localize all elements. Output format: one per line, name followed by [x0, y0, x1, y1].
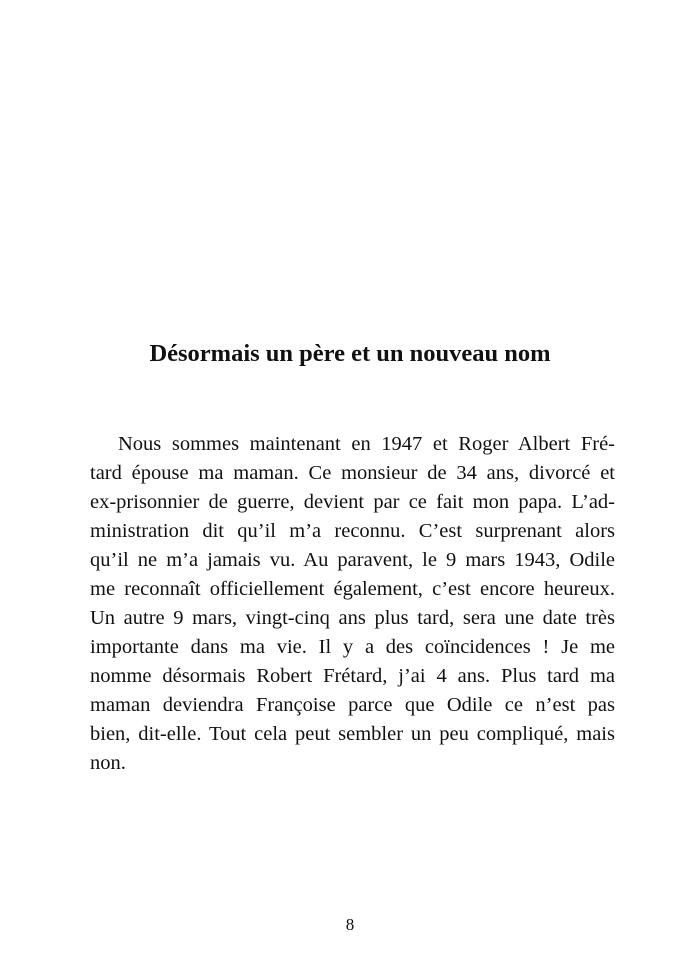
paragraph-line: ex-prisonnier de guerre, devient par ce fait mon papa. L’ad- — [90, 491, 615, 513]
paragraph-line: qu’il ne m’a jamais vu. Au paravent, le 9 mars 1943, Odile — [90, 549, 615, 571]
paragraph-line: Un autre 9 mars, vingt-cinq ans plus tard, sera une date très — [90, 607, 615, 629]
chapter-title: Désormais un père et un nouveau nom — [149, 340, 551, 367]
paragraph-line: maman deviendra Françoise parce que Odile ce n’est pas — [90, 694, 615, 716]
paragraph-line: bien, dit-elle. Tout cela peut sembler un peu compliqué, mais — [90, 723, 615, 745]
paragraph-line: nomme désormais Robert Frétard, j’ai 4 ans. Plus tard ma — [90, 665, 615, 687]
paragraph-line: Nous sommes maintenant en 1947 et Roger Albert Fré- — [118, 433, 615, 455]
page-number: 8 — [345, 915, 355, 934]
paragraph-line: ministration dit qu’il m’a reconnu. C’est surprenant alors — [90, 520, 615, 542]
paragraph-line: non. — [90, 752, 126, 774]
paragraph-line: importante dans ma vie. Il y a des coïncidences ! Je me — [90, 636, 615, 658]
paragraph-line: tard épouse ma maman. Ce monsieur de 34 ans, divorcé et — [90, 462, 615, 484]
body-paragraph — [90, 430, 615, 778]
paragraph-line: me reconnaît officiellement également, c’est encore heureux. — [90, 578, 615, 600]
